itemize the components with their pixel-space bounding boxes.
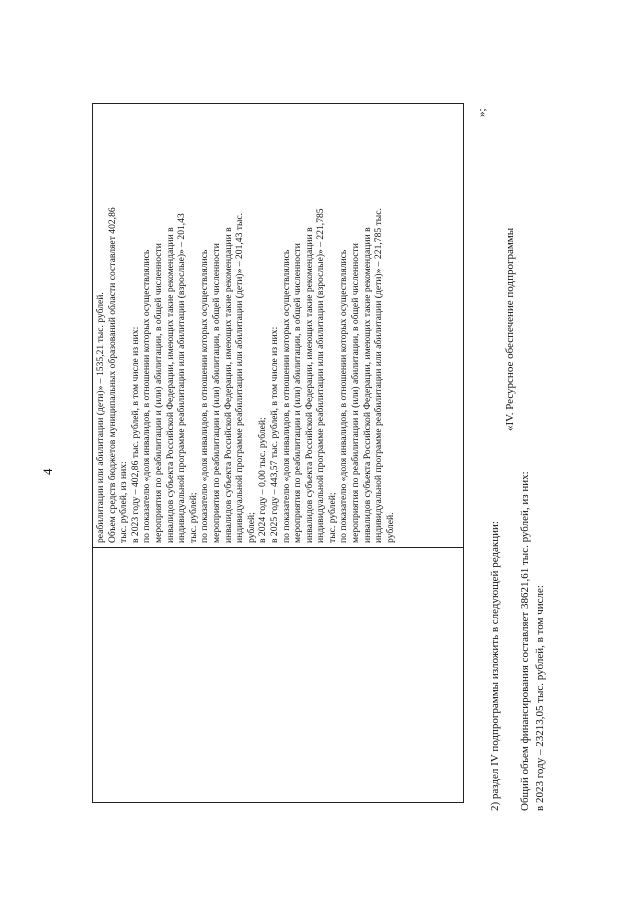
funding-table (92, 103, 464, 803)
amendment-line: 2) раздел IV подпрограммы изложить в следующей редакции: (489, 521, 501, 811)
table-text-line: инвалидов субъекта Российской Федерации, имеющих такие рекомендации в (164, 227, 176, 543)
page-number: 4 (40, 468, 55, 475)
body-text (488, 91, 548, 811)
table-text-line: инвалидов субъекта Российской Федерации, имеющих такие рекомендации в (222, 227, 234, 543)
closing-quote-mark: »; (476, 108, 488, 117)
table-text-line: индивидуальной программе реабилитации или абилитации (взрослые)» – 221,785 (315, 208, 327, 543)
table-text-line: по показателю «доля инвалидов, в отношении которых осуществлялись (199, 249, 211, 543)
table-right-cell (93, 104, 463, 547)
table-text-line: индивидуальной программе реабилитации или абилитации (дети)» – 221,785 тыс. (373, 208, 385, 543)
section-heading: «IV. Ресурсное обеспечение подпрограммы (504, 227, 516, 431)
table-text-line: индивидуальной программе реабилитации или абилитации (взрослые)» – 201,43 (176, 213, 188, 543)
table-text-line: по показателю «доля инвалидов, в отношении которых осуществлялись (141, 249, 153, 543)
table-text-line: мероприятия по реабилитации и (или) абилитации, в общей численности (210, 243, 222, 543)
table-text-line: тыс. рублей; (187, 492, 199, 543)
table-text-line: рублей; (245, 512, 257, 543)
table-text-line: индивидуальной программе реабилитации или абилитации (дети)» – 201,43 тыс. (234, 212, 246, 543)
table-text-line: мероприятия по реабилитации и (или) абилитации, в общей численности (292, 243, 304, 543)
table-text-line: по показателю «доля инвалидов, в отношении которых осуществлялись (280, 249, 292, 543)
table-text-line: инвалидов субъекта Российской Федерации, имеющих такие рекомендации в (303, 227, 315, 543)
table-text-line: инвалидов субъекта Российской Федерации, имеющих такие рекомендации в (361, 227, 373, 543)
table-text-line: тыс. рублей, из них: (118, 461, 130, 543)
year-2023-line: в 2023 году – 23213,05 тыс. рублей, в том числе: (534, 585, 546, 811)
table-text-line: в 2025 году – 443,57 тыс. рублей, в том числе из них: (268, 326, 280, 543)
table-text-line: в 2024 году – 0,00 тыс. рублей; (257, 417, 269, 543)
table-text-line: мероприятия по реабилитации и (или) абилитации, в общей численности (350, 243, 362, 543)
table-text-line: тыс. рублей; (326, 492, 338, 543)
table-text-line: по показателю «доля инвалидов, в отношении которых осуществлялись (338, 249, 350, 543)
table-left-cell (93, 547, 463, 802)
table-text-line: в 2023 году – 402,86 тыс. рублей, в том числе из них: (129, 326, 141, 543)
table-text-line: мероприятия по реабилитации и (или) абилитации, в общей численности (152, 243, 164, 543)
table-text-line: рублей. (384, 512, 396, 543)
table-text-line: Объем средств бюджетов муниципальных образований области составляет 402,86 (106, 207, 118, 543)
table-text-line: реабилитации или абилитации (дети)» – 1535,21 тыс. рублей. (95, 292, 106, 543)
total-funding-line: Общий объем финансирования составляет 38621,61 тыс. рублей, из них: (519, 471, 531, 811)
